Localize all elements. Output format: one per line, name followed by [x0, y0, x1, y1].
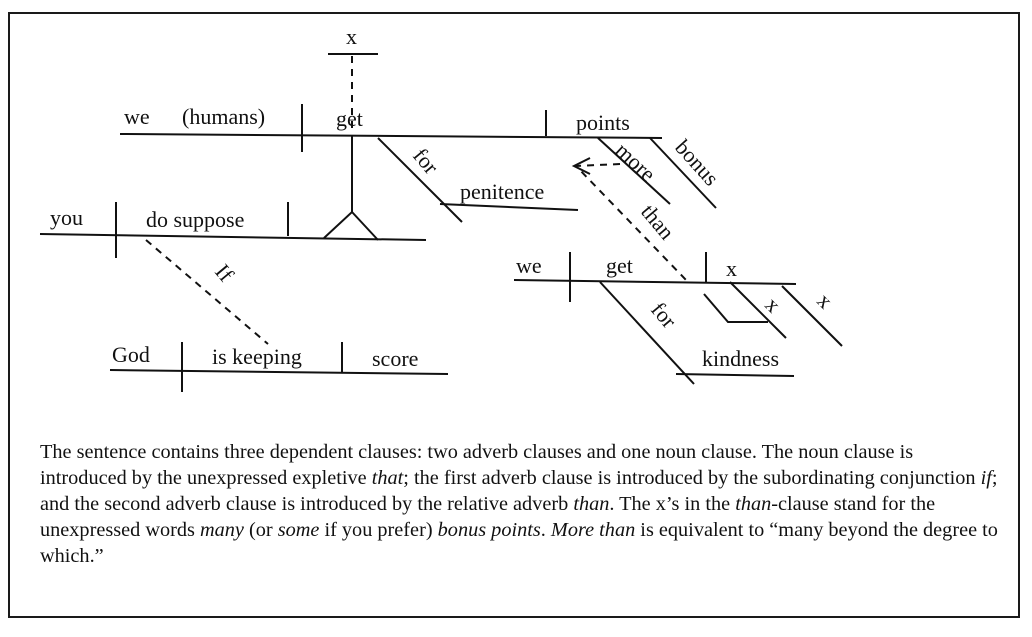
than-adverb-bend: [704, 294, 768, 322]
than-verb: get: [606, 253, 633, 278]
main-verb: get: [336, 106, 363, 131]
for-preposition-2: for: [646, 297, 682, 333]
than-object: x: [726, 256, 737, 281]
if-object: score: [372, 346, 419, 371]
than-x2: x: [812, 287, 838, 314]
caption-paragraph: The sentence contains three dependent clauses: two adverb clauses and one noun clause. The noun clause is introduced by the unexpressed expletive that; the first adverb clause is introduced by the subordinating conjunction if; and the second adverb clause is introduced by the relative adverb than. The x’s in the than-clause stand for the unexpressed words many (or some if you prefer) bonus points. More than is equivalent to “many beyond the degree to which.”: [40, 441, 998, 567]
more-modifier: more: [610, 137, 661, 187]
for-kindness-diagonal: [600, 282, 694, 384]
than-subject: we: [516, 253, 542, 278]
noun-clause-tripod: [324, 212, 378, 240]
governing-verb: do suppose: [146, 207, 245, 232]
for-preposition-1: for: [408, 143, 444, 179]
understood-x: x: [346, 24, 357, 49]
than-x1-line: [730, 282, 786, 338]
kindness-line: [676, 374, 794, 376]
governing-subject: you: [50, 205, 83, 230]
than-baseline: [514, 280, 796, 284]
if-verb: is keeping: [212, 344, 302, 369]
kindness-object: kindness: [702, 346, 779, 371]
main-appositive: (humans): [182, 104, 266, 129]
than-conjunction: than: [636, 199, 680, 245]
if-subject: God: [112, 342, 150, 367]
main-object: points: [576, 110, 630, 135]
governing-baseline: [40, 234, 426, 240]
penitence-object: penitence: [460, 179, 545, 204]
if-conjunction: If: [210, 259, 239, 287]
main-subject: we: [124, 104, 150, 129]
caption: [40, 439, 1000, 569]
penitence-line: [440, 204, 578, 210]
than-x1: x: [760, 291, 786, 318]
if-connector: [146, 240, 268, 344]
bonus-modifier: bonus: [670, 134, 725, 191]
